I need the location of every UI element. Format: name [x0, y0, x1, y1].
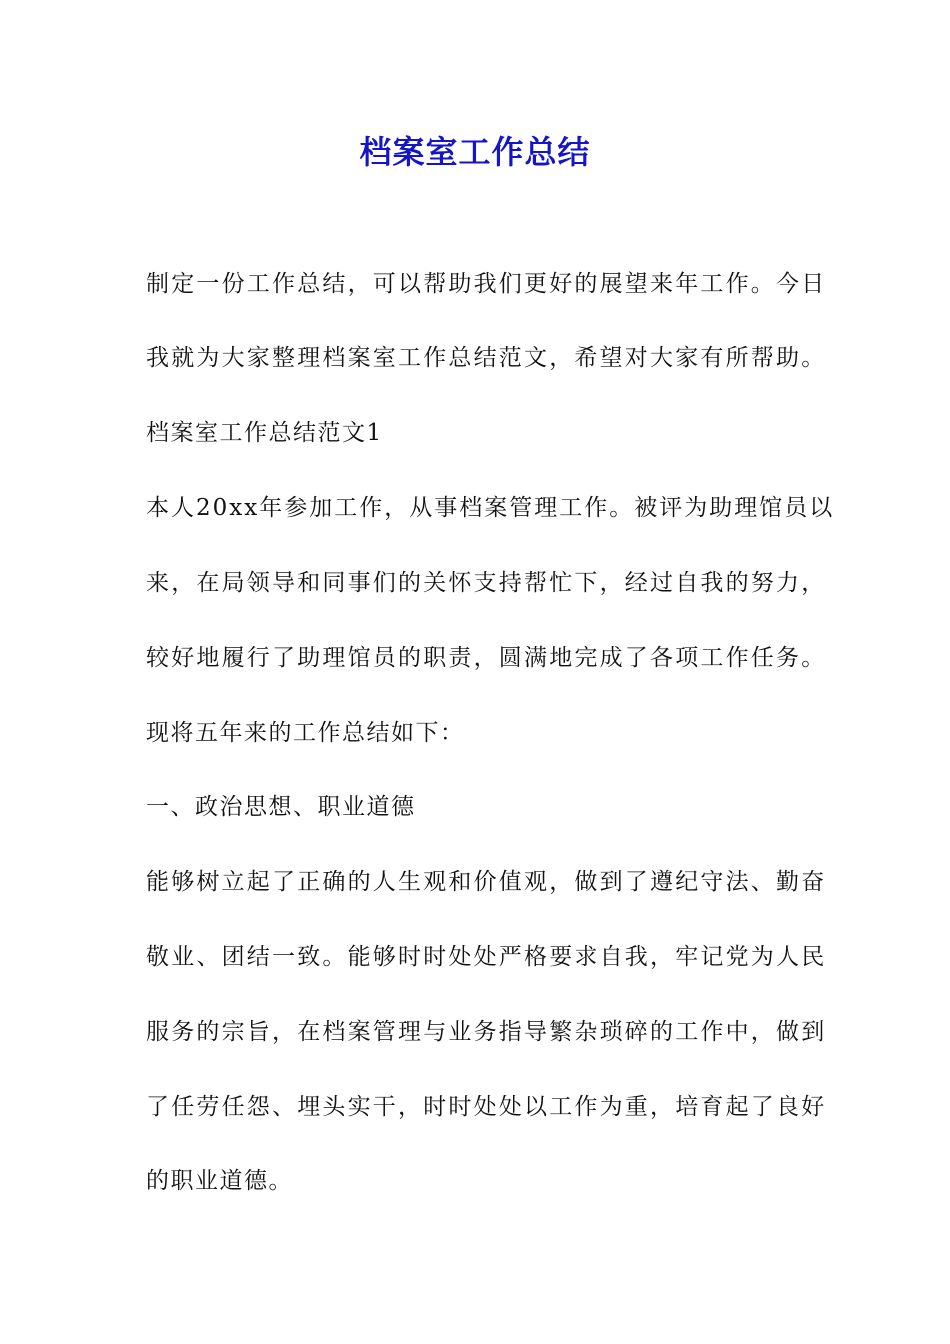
document-title: 档案室工作总结 [359, 133, 591, 171]
paragraph-line: 本人20xx年参加工作，从事档案管理工作。被评为助理馆员以 [146, 495, 835, 521]
paragraph-line: 的职业道德。 [146, 1168, 293, 1194]
paragraph-line: 能够树立起了正确的人生观和价值观，做到了遵纪守法、勤奋 [146, 869, 827, 895]
paragraph-line: 来，在局领导和同事们的关怀支持帮忙下，经过自我的努力， [146, 570, 827, 596]
paragraph-line: 敬业、团结一致。能够时时处处严格要求自我，牢记党为人民 [146, 944, 827, 970]
intro-line-2: 我就为大家整理档案室工作总结范文，希望对大家有所帮助。 [146, 345, 827, 371]
paragraph-line: 了任劳任怨、埋头实干，时时处处以工作为重，培育起了良好 [146, 1094, 827, 1120]
section-heading-politics: 一、政治思想、职业道德 [146, 794, 416, 820]
paragraph-line: 较好地履行了助理馆员的职责，圆满地完成了各项工作任务。 [146, 645, 827, 671]
paragraph-line: 现将五年来的工作总结如下： [146, 720, 465, 746]
intro-line-1: 制定一份工作总结，可以帮助我们更好的展望来年工作。今日 [146, 271, 827, 297]
paragraph-line: 服务的宗旨，在档案管理与业务指导繁杂琐碎的工作中，做到 [146, 1019, 827, 1045]
section-heading-sample-1: 档案室工作总结范文1 [146, 420, 383, 446]
